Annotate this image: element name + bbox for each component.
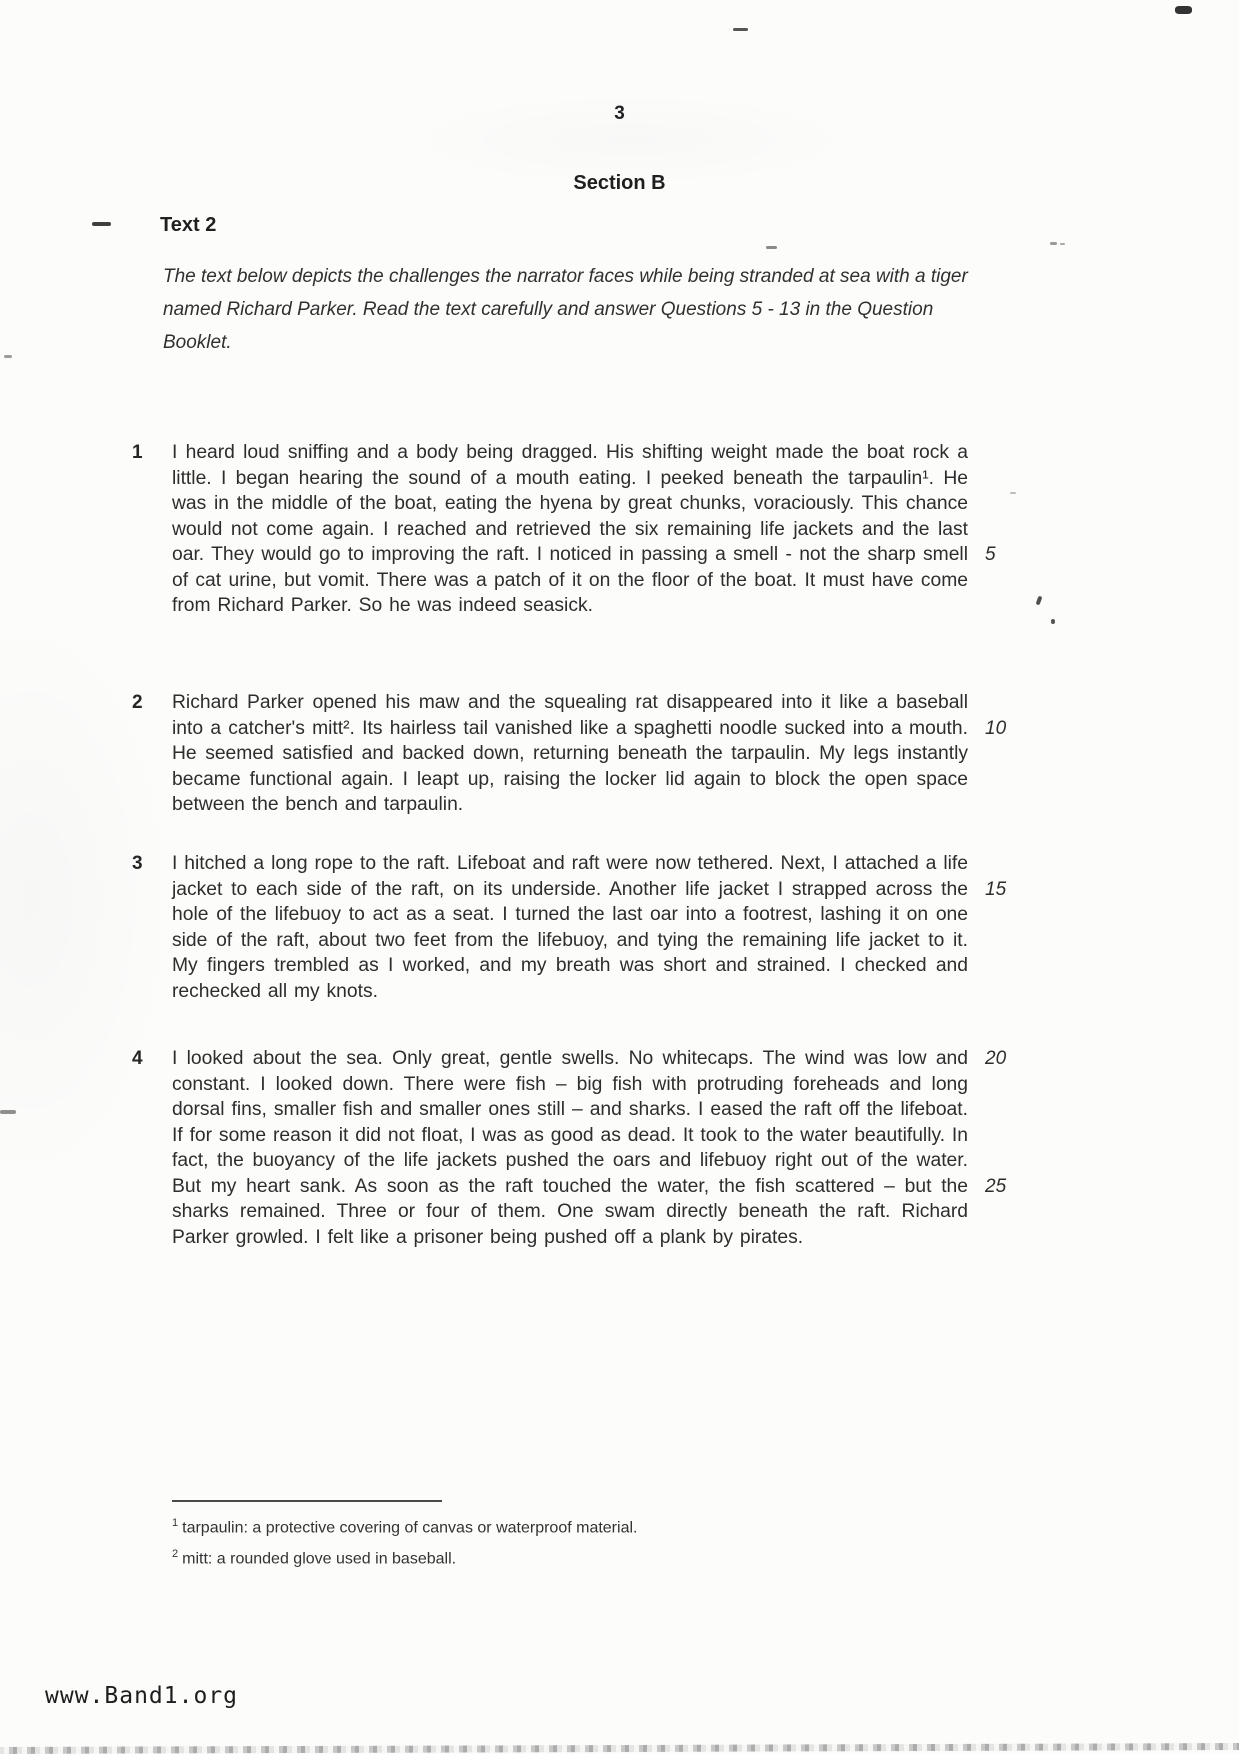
text-label: Text 2 (160, 214, 217, 236)
paragraph-number: 4 (132, 1048, 143, 1069)
passage-paragraph-2 (132, 690, 1092, 818)
passage-intro: The text below depicts the challenges the narrator faces while being stranded at sea with a tiger named Richard Parker. Read the text carefully and answer Questions 5 - 13 in the Question Booklet. (163, 266, 968, 353)
paragraph-text: Richard Parker opened his maw and the squealing rat disappeared into it like a baseball into a catcher's mitt². Its hairless tail vanished like a spaghetti noodle sucked into a mouth. He seemed satisfied and backed down, returning beneath the tarpaulin. My legs instantly became functional again. I leapt up, raising the locker lid again to block the open space between the bench and tarpaulin. (172, 692, 968, 815)
scan-artifact (92, 222, 111, 226)
footnote-text: mitt: a rounded glove used in baseball. (182, 1550, 457, 1568)
passage-paragraph-1 (132, 440, 1092, 619)
footnote-marker: 2 (172, 1548, 179, 1561)
paragraph-number: 1 (132, 442, 143, 463)
passage-paragraph-3 (132, 851, 1092, 1004)
paragraph-text: I hitched a long rope to the raft. Lifeboat and raft were now tethered. Next, I attached a life jacket to each side of the raft, on its underside. Another life jacket I strapped across the hole of the lifebuoy to act as a seat. I turned the last oar into a footrest, lashing it on one side of the raft, about two feet from the lifebuoy, and tying the remaining life jacket to it. My fingers trembled as I worked, and my breath was short and strained. I checked and rechecked all my knots. (172, 853, 968, 1002)
scan-artifact (766, 246, 777, 249)
line-number-marker-25: 25 (985, 1176, 1007, 1197)
line-number-marker-15: 15 (985, 879, 1007, 900)
line-number-marker-5: 5 (985, 544, 996, 565)
footnote-divider (172, 1500, 442, 1502)
scan-artifact (1051, 619, 1055, 624)
scan-artifact (1060, 243, 1065, 245)
footnote-2 (172, 1541, 872, 1572)
scan-artifact (733, 28, 748, 31)
scan-artifact (4, 355, 12, 358)
scan-artifact (1175, 6, 1192, 14)
section-title: Section B (573, 172, 666, 194)
paragraph-number: 3 (132, 853, 143, 874)
paragraph-text: I looked about the sea. Only great, gentle swells. No whitecaps. The wind was low and constant. I looked down. There were fish – big fish with protruding foreheads and long dorsal fins, smaller fish and smaller ones still – and sharks. I eased the raft off the lifeboat. If for some reason it did not float, I was as good as dead. It took to the water beautifully. In fact, the buoyancy of the life jackets pushed the oars and lifebuoy right out of the water. But my heart sank. As soon as the raft touched the water, the fish scattered – but the sharks remained. Three or four of them. One swam directly beneath the raft. Richard Parker growled. I felt like a prisoner being pushed off a plank by pirates. (172, 1048, 968, 1248)
scan-artifact (1050, 242, 1057, 245)
footnote-1 (172, 1510, 872, 1541)
page-number: 3 (614, 103, 625, 124)
scan-artifact (1010, 492, 1016, 494)
paragraph-text: I heard loud sniffing and a body being dragged. His shifting weight made the boat rock a little. I began hearing the sound of a mouth eating. I peeked beneath the tarpaulin¹. He was in the middle of the boat, eating the hyena by great chunks, voraciously. This chance would not come again. I reached and retrieved the six remaining life jackets and the last oar. They would go to improving the raft. I noticed in passing a smell - not the sharp smell of cat urine, but vomit. There was a patch of it on the floor of the boat. It must have come from Richard Parker. So he was indeed seasick. (172, 442, 968, 616)
line-number-marker-20: 20 (985, 1048, 1007, 1069)
passage-paragraph-4 (132, 1046, 1092, 1250)
paragraph-number: 2 (132, 692, 143, 713)
scan-artifact (0, 1110, 16, 1114)
watermark-url: www.Band1.org (45, 1683, 239, 1709)
line-number-marker-10: 10 (985, 718, 1007, 739)
footnote-marker: 1 (172, 1517, 179, 1529)
footnotes (172, 1500, 872, 1573)
footnote-text: tarpaulin: a protective covering of canvas or waterproof material. (182, 1519, 638, 1537)
